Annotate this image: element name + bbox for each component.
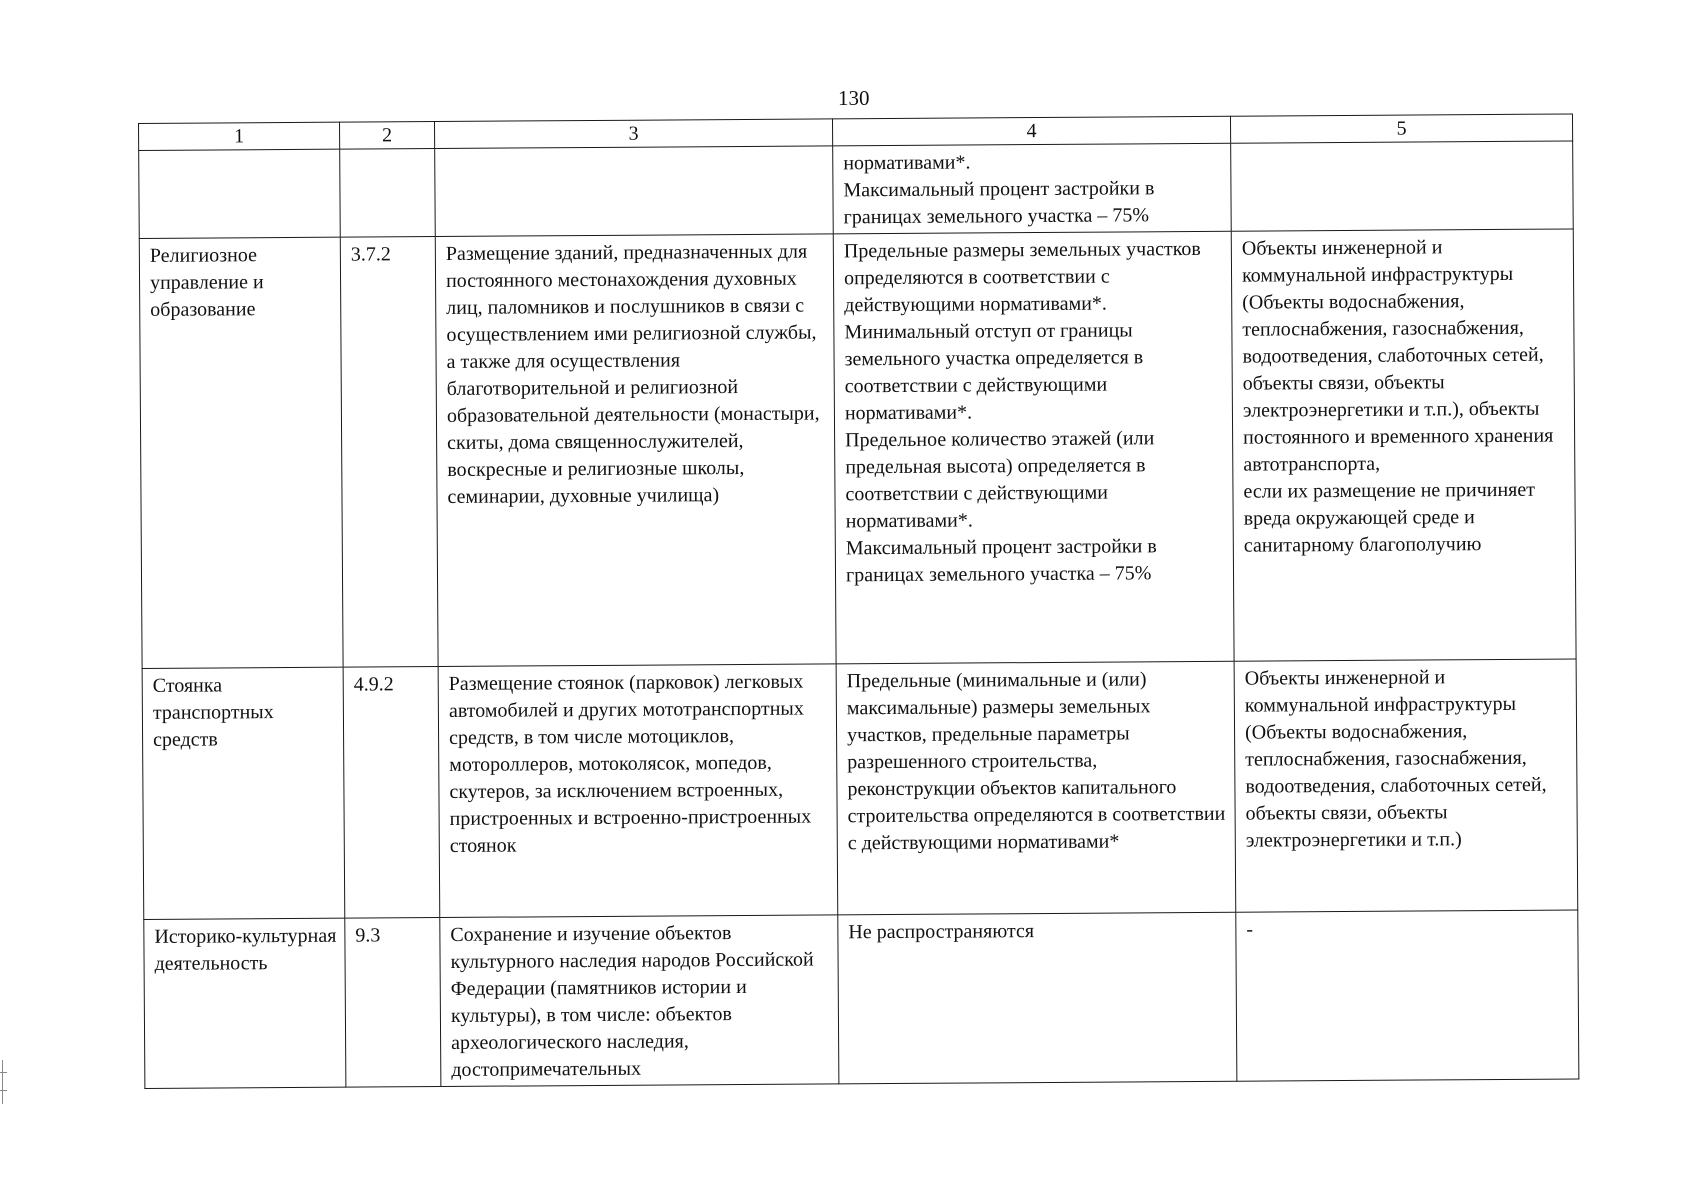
column-header: 2 [339,122,434,150]
use-name-cell: Стоянка транспортных средств [142,667,345,919]
column-header: 1 [139,122,340,150]
use-code-cell: 9.3 [345,918,441,1088]
parameters-cell: нормативами*. Максимальный процент застройки в границах земельного участка – 75% [833,143,1232,234]
use-code-cell: 4.9.2 [343,667,440,919]
parameters-cell: Не распространяются [838,912,1237,1084]
land-use-table [138,113,1579,1088]
use-description-cell: Сохранение и изучение объектов культурного наследия народов Российской Федерации (памятников истории и культуры), в том числе: объектов археологического наследия, достопримечательных [440,915,839,1087]
use-code-cell: 3.7.2 [340,237,438,668]
page-number: 130 [838,86,870,110]
table-row [142,659,1578,920]
column-header: 4 [832,116,1230,146]
use-name-cell: Историко-культурная деятельность [144,918,346,1088]
column-header: 5 [1230,114,1572,143]
table-row [139,141,1574,239]
use-name-cell: Религиозное управление и образование [139,237,343,668]
use-name-cell [139,149,341,238]
binding-margin-mark [2,1060,11,1104]
use-description-cell: Размещение стоянок (парковок) легковых автомобилей и других мототранспортных средств, в том числе мотоциклов, мотороллеров, мотоколясок, мопедов, скутеров, за исключением встроенных, пристроенных и встроенно-пристроенных стоянок [438,664,838,918]
parameters-cell: Предельные размеры земельных участков определяются в соответствии с действующими нормативами*. Минимальный отступ от границы земельного участка определяется в соответствии с действующими нормативами*. Предельное количество этажей (или предельная высота) определяется в соответствии с действующими нормативами*. Максимальный процент застройки в границах земельного участка – 75% [833,231,1234,664]
auxiliary-uses-cell: Объекты инженерной и коммунальной инфраструктуры (Объекты водоснабжения, теплоснабжения, газоснабжения, водоотведения, слаботочных сетей, объекты связи, объекты электроэнергетики и т.п.), объекты постоянного и временного хранения автотранспорта, если их размещение не причиняет вреда окружающей среде и санитарному благополучию [1231,229,1576,661]
auxiliary-uses-cell [1231,141,1574,231]
table-row [144,910,1579,1089]
use-code-cell [340,149,436,238]
table-row [139,229,1576,669]
column-header: 3 [434,119,832,149]
auxiliary-uses-cell: Объекты инженерной и коммунальной инфраструктуры (Объекты водоснабжения, теплоснабжения, газоснабжения, водоотведения, слаботочных сетей, объекты связи, объекты электроэнергетики и т.п.) [1234,659,1578,912]
parameters-cell: Предельные (минимальные и (или) максимальные) размеры земельных участков, предельные параметры разрешенного строительства, реконструкции объектов капитального строительства определяются в соответствии с действующими нормативами* [836,661,1236,915]
use-description-cell [435,146,834,237]
auxiliary-uses-cell: - [1236,910,1579,1081]
use-description-cell: Размещение зданий, предназначенных для постоянного местонахождения духовных лиц, паломников и послушников в связи с осуществлением ими религиозной службы, а также для осуществления благотворительной и религиозной образовательной деятельности (монастыри, скиты, дома священнослужителей, воскресные и религиозные школы, семинарии, духовные училища) [435,234,836,667]
